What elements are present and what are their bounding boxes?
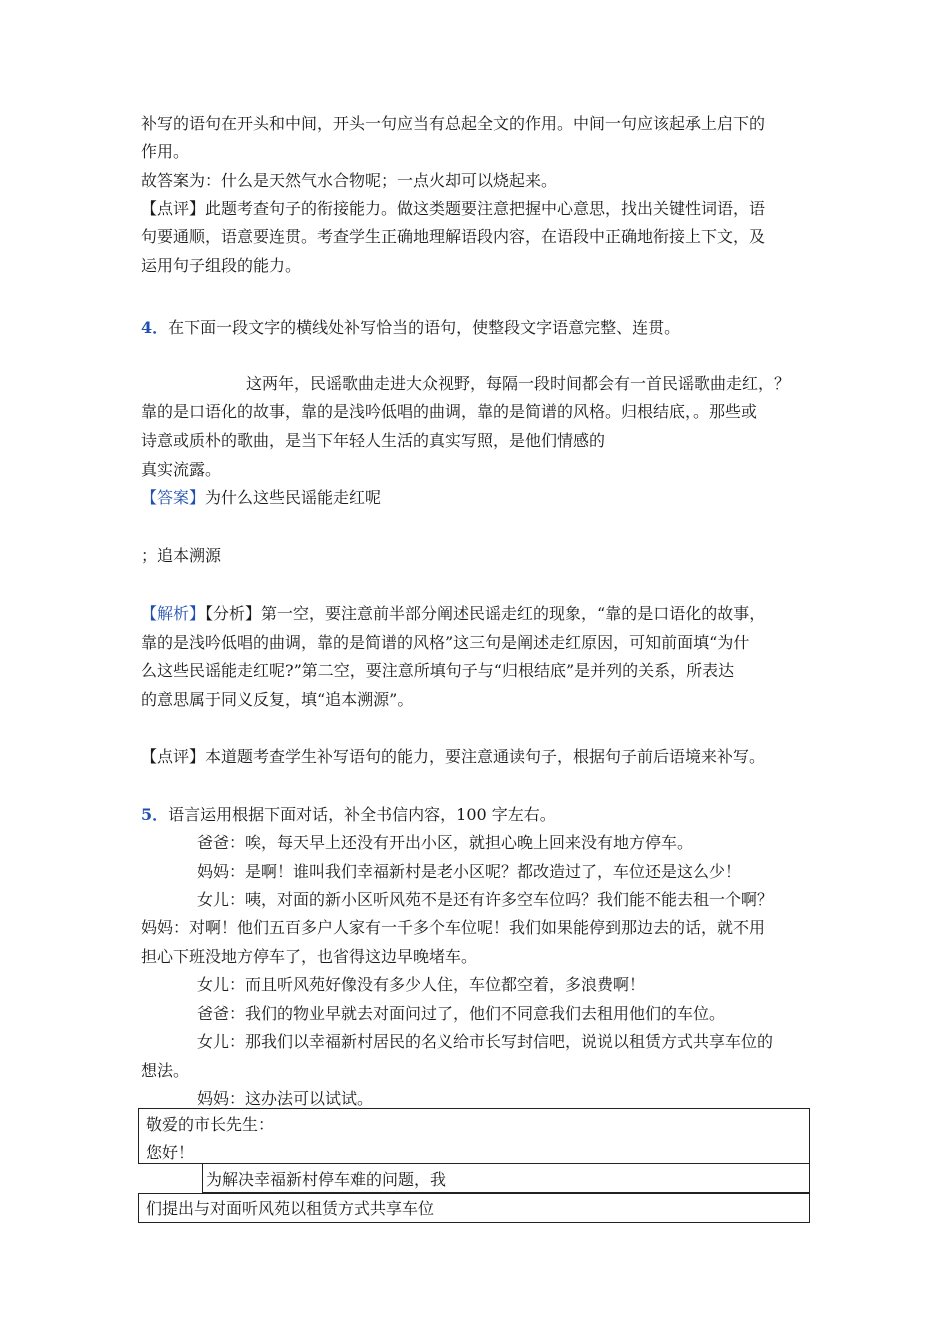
answer-line <box>141 488 381 508</box>
dialogue-line: 妈妈：这办法可以试试。 <box>197 1089 374 1108</box>
analysis-text: 【分析】第一空，要注意前半部分阐述民谣走红的现象，“靠的是口语化的故事， <box>205 604 766 623</box>
dialogue-line: 女儿：而且听风苑好像没有多少人住，车位都空着，多浪费啊！ <box>197 975 646 994</box>
analysis-line: 么这些民谣能走红呢?”第二空，要注意所填句子与“归根结底”是并列的关系，所表达 <box>141 661 735 680</box>
question-text: 语言运用根据下面对话，补全书信内容，100 字左右。 <box>168 805 556 824</box>
question-number: 4． <box>141 318 169 337</box>
answer-text: 为什么这些民谣能走红呢 <box>205 488 382 507</box>
review-line: 句要通顺，语意要连贯。考查学生正确地理解语段内容，在语段中正确地衔接上下文，及 <box>141 227 766 246</box>
question-text: 在下面一段文字的横线处补写恰当的语句，使整段文字语意完整、连贯。 <box>168 318 681 337</box>
paragraph-line: 作用。 <box>141 142 190 161</box>
dialogue-line: 妈妈：对啊！他们五百多户人家有一千多个车位呢！我们如果能停到那边去的话，就不用 <box>141 918 766 937</box>
review-line: 运用句子组段的能力。 <box>141 256 302 275</box>
passage-line: 靠的是口语化的故事，靠的是浅吟低唱的曲调，靠的是简谱的风格。归根结底，。那些或 <box>141 402 758 421</box>
question-5-prompt <box>141 805 556 825</box>
paragraph-line: 补写的语句在开头和中间，开头一句应当有总起全文的作用。中间一句应该起承上启下的 <box>141 114 766 133</box>
question-number: 5． <box>141 805 169 824</box>
answer-tag: 【答案】 <box>141 488 206 507</box>
dialogue-line: 妈妈：是啊！谁叫我们幸福新村是老小区呢？都改造过了，车位还是这么少！ <box>197 862 742 881</box>
analysis-line: 的意思属于同义反复，填“追本溯源”。 <box>141 690 414 709</box>
passage-line: 这两年，民谣歌曲走进大众视野，每隔一段时间都会有一首民谣歌曲走红，？ <box>246 374 791 393</box>
dialogue-line: 爸爸：唉，每天早上还没有开出小区，就担心晚上回来没有地方停车。 <box>197 833 694 852</box>
letter-salutation: 敬爱的市长先生： <box>146 1115 275 1134</box>
answer-part2: ；追本溯源 <box>141 546 222 565</box>
analysis-line: 靠的是浅吟低唱的曲调，靠的是简谱的风格”这三句是阐述走红原因，可知前面填“为什 <box>141 633 750 652</box>
letter-body-line: 为解决幸福新村停车难的问题，我 <box>206 1170 447 1189</box>
letter-greeting: 您好！ <box>146 1143 195 1162</box>
dialogue-line: 女儿：那我们以幸福新村居民的名义给市长写封信吧，说说以租赁方式共享车位的 <box>197 1032 774 1051</box>
review-line: 【点评】此题考查句子的衔接能力。做这类题要注意把握中心意思，找出关键性词语，语 <box>141 199 766 218</box>
analysis-tag: 【解析】 <box>141 604 206 623</box>
dialogue-line: 女儿：咦，对面的新小区听风苑不是还有许多空车位吗？我们能不能去租一个啊？ <box>197 890 774 909</box>
review-line: 【点评】本道题考查学生补写语句的能力，要注意通读句子，根据句子前后语境来补写。 <box>141 747 766 766</box>
passage-line: 诗意或质朴的歌曲，是当下年轻人生活的真实写照，是他们情感的 <box>141 431 606 450</box>
dialogue-line: 爸爸：我们的物业早就去对面问过了，他们不同意我们去租用他们的车位。 <box>197 1004 726 1023</box>
letter-body-line: 们提出与对面听风苑以租赁方式共享车位 <box>146 1199 435 1218</box>
dialogue-line: 担心下班没地方停车了，也省得这边早晚堵车。 <box>141 947 478 966</box>
dialogue-line: 想法。 <box>141 1061 190 1080</box>
passage-line: 真实流露。 <box>141 460 222 479</box>
answer-line: 故答案为：什么是天然气水合物呢；一点火却可以烧起来。 <box>141 171 558 190</box>
question-4-prompt <box>141 318 680 338</box>
analysis-line <box>141 604 765 624</box>
